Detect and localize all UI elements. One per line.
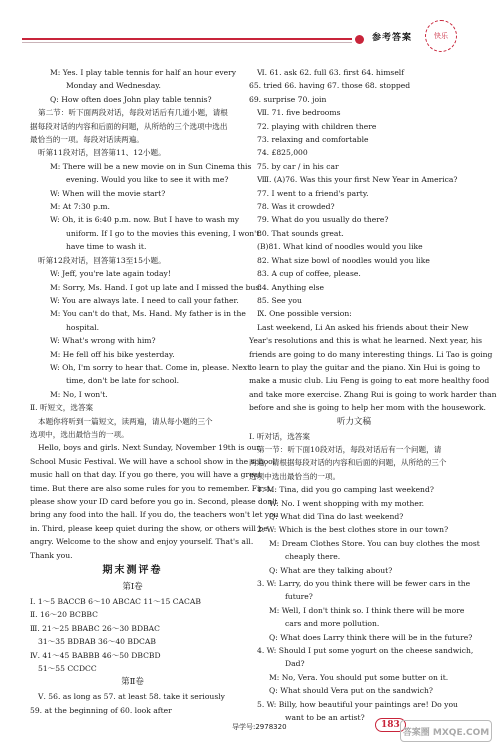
text-line: 第Ⅰ卷 [122, 582, 143, 593]
text-line: future? [285, 592, 313, 602]
text-line: 85. See you [257, 295, 302, 305]
text-line: Monday and Wednesday. [66, 81, 161, 91]
text-line: 78. Was it crowded? [257, 202, 335, 212]
text-line: bring any food into the hall. If you do, the teachers won't let you [30, 510, 279, 520]
text-line: M: There will be a new movie on in Sun Cinema this [50, 161, 252, 171]
text-line: hospital. [66, 322, 100, 332]
text-line: Q: What does Larry think there will be in the future? [269, 632, 473, 642]
text-line: 期末测评卷 [102, 565, 163, 577]
page-header [0, 0, 500, 60]
text-line: M: Dream Clothes Store. You can buy clothes the most [269, 538, 480, 548]
text-line: 65. tried 66. having 67. those 68. stopped [249, 81, 411, 91]
text-line: 59. at the beginning of 60. look after [30, 705, 172, 715]
text-line: time, don't be late for school. [66, 376, 180, 386]
text-line: 听第12段对话，回答第13至15小题。 [38, 255, 166, 265]
text-line: have time to wash it. [66, 242, 147, 252]
text-line: 选项中选出最恰当的一项。 [249, 471, 341, 481]
text-line: 84. Anything else [257, 282, 325, 292]
text-line: Ⅶ. 71. five bedrooms [257, 108, 341, 118]
text-line: 31～35 BDBAB 36～40 BDCAB [38, 637, 156, 647]
text-line: Ⅸ. One possible version: [257, 309, 352, 319]
text-line: make a music club. Liu Feng is going to eat more healthy food [249, 376, 490, 386]
text-line: 据每段对话的内容和后面的问题，从所给的三个选项中选出 [30, 121, 228, 131]
page-footer [0, 718, 500, 745]
text-line: M: At 7:30 p.m. [50, 202, 110, 212]
text-line: W: What's wrong with him? [50, 336, 156, 346]
text-line: and take more exercise. Zhang Rui is going to work harder than [249, 389, 497, 399]
text-line: Q: How often does John play table tennis? [50, 94, 212, 104]
text-line: 69. surprise 70. join [249, 94, 327, 104]
text-line: W: No. I went shopping with my mother. [269, 498, 425, 508]
text-line: Year's resolutions and this is what he learned. Next year, his [249, 336, 483, 346]
text-line: Ⅰ. 听对话，选答案 [249, 431, 310, 441]
text-line: W: Oh, I'm sorry to hear that. Come in, please. Next [50, 362, 251, 372]
header-rule-red [22, 38, 352, 40]
header-badge: 快乐 [425, 20, 457, 52]
text-line: Last weekend, Li An asked his friends about their New [257, 322, 469, 332]
text-line: 3. W: Larry, do you think there will be fewer cars in the [257, 579, 471, 589]
text-line: uniform. If I go to the movies this evening, I won't [66, 228, 260, 238]
text-line: 83. A cup of coffee, please. [257, 269, 361, 279]
text-line: M: He fell off his bike yesterday. [50, 349, 175, 359]
header-dot-icon [355, 35, 364, 44]
text-line: cheaply there. [285, 552, 341, 562]
text-line: Ⅱ. 听短文，选答案 [30, 403, 94, 413]
text-line: W: Oh, it is 6:40 p.m. now. But I have to wash my [50, 215, 240, 225]
right-column [249, 66, 497, 725]
text-line: 听第11段对话，回答第11、12小题。 [38, 148, 166, 158]
text-line: Ⅵ. 61. ask 62. full 63. first 64. himself [257, 68, 405, 77]
text-line: 51～55 CCDCC [38, 664, 97, 674]
text-line: 最恰当的一项。每段对话读两遍。 [30, 135, 144, 145]
text-line: Ⅲ. 21～25 BBABC 26～30 BDBAC [30, 623, 160, 633]
text-line: Ⅴ. 56. as long as 57. at least 58. take it seriously [38, 692, 225, 702]
text-line: in. Third, please keep quiet during the show, or others will be [30, 523, 268, 533]
text-line: 72. playing with children there [257, 121, 377, 131]
text-line: evening. Would you like to see it with me? [66, 175, 229, 185]
text-line: M: No, I won't. [50, 389, 108, 399]
text-line: 两遍，请根据每段对话的内容和后面的问题，从所给的三个 [249, 458, 447, 468]
text-line: angry. Welcome to the show and enjoy yourself. That's all. [30, 537, 254, 547]
text-line: 73. relaxing and comfortable [257, 135, 369, 145]
page-number: 183 [375, 718, 406, 732]
text-line: W: When will the movie start? [50, 188, 166, 198]
text-line: Hello, boys and girls. Next Sunday, November 19th is our [38, 443, 260, 453]
text-line: M: You can't do that, Ms. Hand. My father is in the [50, 309, 246, 319]
text-line: friends are going to do many interesting things. Li Tao is going [249, 349, 493, 359]
text-line: Ⅳ. 41～45 BABBB 46～50 DBCBD [30, 650, 161, 660]
text-line: 2. W: Which is the best clothes store in our town? [257, 525, 449, 535]
text-line: please show your ID card before you go in. Second, please don't [30, 497, 278, 506]
text-line: Q: What should Vera put on the sandwich? [269, 686, 433, 696]
text-line: time. But there are also some rules for you to remember. First, [30, 483, 273, 493]
text-line: 第二节：听下面两段对话，每段对话后有几道小题，请根 [38, 108, 228, 118]
text-line: School Music Festival. We will have a school show in the school [30, 456, 276, 466]
text-line: 选项中，选出最恰当的一项。 [30, 429, 129, 439]
text-line: W: Jeff, you're late again today! [50, 269, 171, 279]
footer-code: 导学号:2978320 [232, 723, 287, 731]
text-line: 本题你将听到一篇短文，读两遍，请从每小题的三个 [38, 416, 213, 426]
header-title: 参考答案 [372, 33, 413, 43]
text-line: 1. M: Tina, did you go camping last weekend? [257, 485, 434, 495]
text-line: 77. I went to a friend's party. [257, 188, 369, 198]
text-line: M: Yes. I play table tennis for half an hour every [50, 68, 237, 77]
text-line: want to be an artist? [285, 713, 365, 723]
text-line: before and she is going to help her mom with the housework. [249, 403, 486, 413]
text-line: cars and more pollution. [285, 619, 380, 629]
left-column [30, 66, 279, 717]
watermark-logo: 答案圈 MXQE.COM [400, 720, 492, 742]
text-line: 80. That sounds great. [257, 228, 344, 238]
text-line: to learn to play the guitar and the piano. Xin Hui is going to [249, 362, 481, 372]
text-line: Dad? [285, 659, 305, 669]
text-line: Thank you. [30, 550, 73, 560]
text-line: 4. W: Should I put some yogurt on the cheese sandwich, [257, 646, 474, 656]
text-line: 74. £825,000 [257, 148, 308, 158]
text-line: Q: What did Tina do last weekend? [269, 512, 404, 521]
text-line: 听力文稿 [336, 416, 371, 427]
text-line: 82. What size bowl of noodles would you like [257, 255, 430, 265]
text-line: Ⅱ. 16～20 BCBBC [30, 610, 98, 620]
text-line: W: You are always late. I need to call your father. [50, 295, 239, 305]
text-line: 第一节：听下面10段对话，每段对话后有一个问题，请 [257, 444, 442, 454]
text-line: music hall on that day. If you go there, you will have a great [30, 470, 262, 480]
text-line: 第Ⅱ卷 [121, 677, 144, 688]
text-line: Q: What are they talking about? [269, 565, 393, 575]
text-line: Ⅷ. (A)76. Was this your first New Year in America? [257, 175, 458, 185]
text-line: (B)81. What kind of noodles would you like [257, 242, 423, 252]
text-line: M: Sorry, Ms. Hand. I got up late and I missed the bus. [50, 282, 262, 292]
text-line: 79. What do you usually do there? [257, 215, 389, 225]
text-line: 5. W: Billy, how beautiful your paintings are! Do you [257, 699, 458, 709]
text-line: Ⅰ. 1～5 BACCB 6～10 ABCAC 11～15 CACAB [30, 597, 201, 607]
text-line: 75. by car / in his car [257, 161, 339, 171]
header-rule-gray [22, 42, 352, 43]
text-line: M: No, Vera. You should put some butter on it. [269, 672, 449, 682]
text-line: M: Well, I don't think so. I think there will be more [269, 605, 465, 615]
